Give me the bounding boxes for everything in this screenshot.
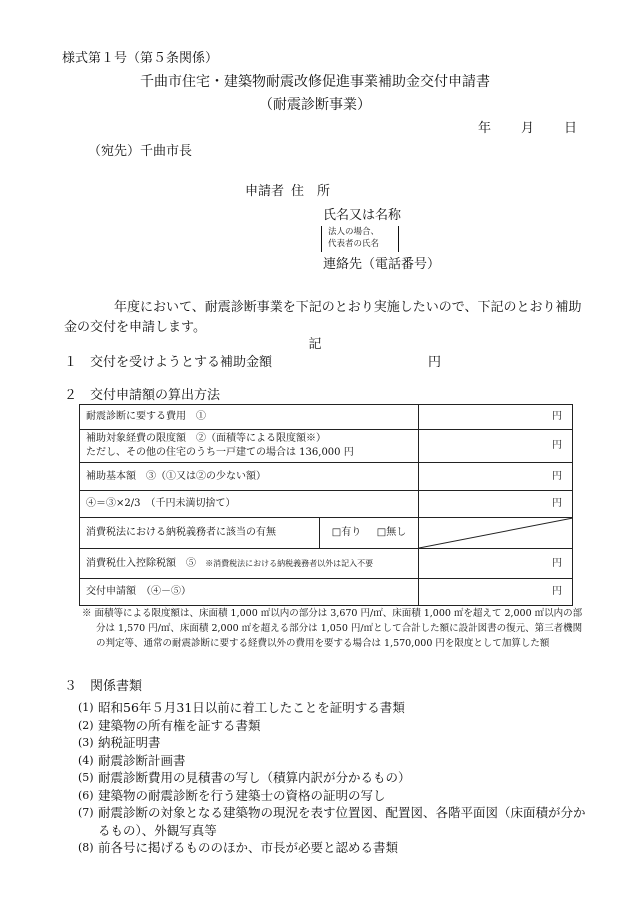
row-label-main: 消費税仕入控除税額 ⑤ [86, 557, 196, 569]
list-item-number: (5) [78, 771, 94, 784]
list-item-number: (1) [78, 701, 94, 714]
list-item-text: 納税証明書 [98, 735, 161, 750]
table-row [80, 491, 573, 518]
list-item-number: (4) [78, 753, 94, 767]
list-item [78, 769, 593, 787]
list-item [78, 839, 593, 857]
table-row [80, 518, 573, 549]
row-label: 消費税法における納税義務者に該当の有無 [86, 527, 276, 538]
date-day: 日 [564, 121, 578, 136]
list-item-text: 建築物の耐震診断を行う建築士の資格の証明の写し [98, 787, 386, 803]
amount-cell[interactable]: 円 [419, 579, 573, 606]
check-yes[interactable]: □有り [331, 527, 362, 538]
list-item [78, 804, 593, 839]
contact-label: 連絡先（電話番号） [323, 257, 441, 272]
table-row [80, 579, 573, 606]
row-label [80, 549, 419, 579]
list-item [78, 699, 593, 717]
list-item-number: (3) [78, 736, 94, 749]
table-row [80, 430, 573, 463]
item2-label: ２ 交付申請額の算出方法 [64, 388, 221, 403]
table-row [80, 405, 573, 430]
list-item-text: 耐震診断計画書 [98, 752, 186, 768]
amount-cell[interactable]: 円 [419, 463, 573, 491]
diagonal-cell [419, 518, 573, 549]
document-subtitle: （耐震診断事業） [259, 97, 371, 113]
list-item [78, 752, 593, 770]
address-label: 住 所 [291, 184, 331, 199]
calculation-note: ※ 面積等による限度額は、床面積 1,000 ㎡以内の部分は 3,670 円/㎡、床面積 1,000 ㎡を超えて 2,000 ㎡以内の部分は 1,570 円/㎡、床面積 2,000 ㎡を超える部分は 1,050 円/㎡として合計した額に設計図書の復元、第三者機関の判定等、通常の耐震診断に要する経費以外の費用を要する場合は 1,570,000 円を限度として加算した額 [82, 608, 583, 649]
row-label: ④＝③×2/3 （千円未満切捨て） [80, 491, 419, 518]
table-row [80, 463, 573, 491]
corporate-note-line1: 法人の場合、 [328, 227, 380, 237]
list-item-number: (7) [78, 806, 94, 819]
related-documents-list [78, 699, 593, 857]
row-label-line1: 補助対象経費の限度額 ②（面積等による限度額※） [86, 433, 326, 444]
list-item-text: 耐震診断費用の見積書の写し（積算内訳が分かるもの） [98, 770, 411, 785]
amount-cell[interactable]: 円 [419, 430, 573, 463]
amount-cell[interactable]: 円 [419, 405, 573, 430]
application-statement: 年度において、耐震診断事業を下記のとおり実施したいので、下記のとおり補助金の交付を申請します。 [64, 300, 582, 335]
check-no[interactable]: □無し [376, 527, 407, 538]
diagonal-line [419, 518, 573, 548]
row-label [80, 430, 419, 463]
row-label-line2: ただし、その他の住宅のうち一戸建ての場合は 136,000 円 [86, 447, 354, 458]
list-item [78, 787, 593, 805]
document-title: 千曲市住宅・建築物耐震改修促進事業補助金交付申請書 [140, 74, 490, 90]
name-label: 氏名又は名称 [323, 208, 402, 223]
date-line [478, 121, 577, 138]
list-item-text: 前各号に掲げるもののほか、市長が必要と認める書類 [98, 840, 399, 855]
row-label: 補助基本額 ③（①又は②の少ない額） [80, 463, 419, 491]
date-year: 年 [478, 121, 492, 136]
amount-cell[interactable]: 円 [419, 491, 573, 518]
list-item-text: 耐震診断の対象となる建築物の現況を表す位置図、配置図、各階平面図（床面積が分かるもの）、外観写真等 [98, 805, 586, 838]
list-item-text: 建築物の所有権を証する書類 [98, 717, 261, 733]
list-item-number: (8) [78, 841, 94, 854]
item1-unit: 円 [428, 355, 442, 370]
amount-cell[interactable]: 円 [419, 549, 573, 579]
item3-label: ３ 関係書類 [64, 679, 143, 694]
list-item-text: 昭和56年５月31日以前に着工したことを証明する書類 [98, 700, 405, 715]
table-row [80, 549, 573, 579]
addressee: （宛先）千曲市長 [88, 144, 193, 159]
item1-label: １ 交付を受けようとする補助金額 [64, 355, 273, 370]
row-label: 交付申請額 （④－⑤） [80, 579, 419, 606]
corporate-note-bracket [321, 226, 399, 252]
calculation-table [79, 404, 573, 606]
list-item [78, 717, 593, 735]
list-item [78, 734, 593, 752]
row-label-note: ※消費税法における納税義務者以外は記入不要 [205, 558, 374, 568]
form-number: 様式第１号（第５条関係） [62, 51, 219, 66]
applicant-label: 申請者 [245, 184, 285, 199]
list-item-number: (6) [78, 788, 94, 802]
corporate-note-line2: 代表者の氏名 [328, 239, 380, 249]
tax-obligation-checks [319, 518, 418, 548]
ki-heading: 記 [308, 337, 322, 352]
row-label: 耐震診断に要する費用 ① [80, 405, 419, 430]
tax-obligation-cell [80, 518, 419, 549]
list-item-number: (2) [78, 718, 94, 732]
date-month: 月 [521, 121, 535, 136]
